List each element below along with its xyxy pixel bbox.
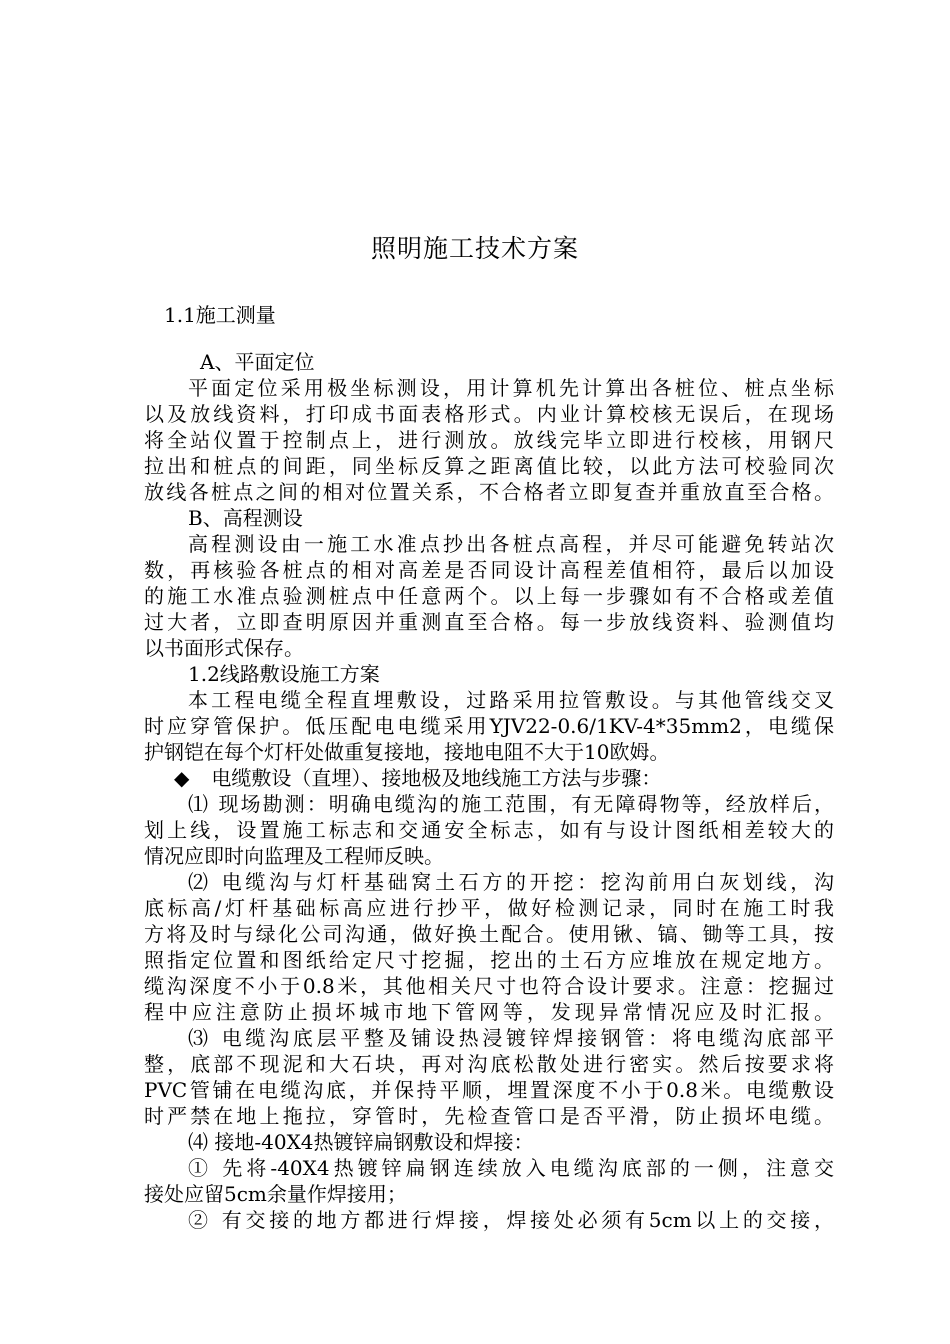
paragraph-line: 接处应留5cm余量作焊接用； [144, 1182, 407, 1206]
subsection-heading-a: A、平面定位 [200, 350, 315, 374]
paragraph-line: ① 先将-40X4热镀锌扁钢连续放入电缆沟底部的一侧，注意交 [188, 1156, 834, 1180]
paragraph-line: ⑷ 接地-40X4热镀锌扁钢敷设和焊接： [188, 1130, 534, 1154]
paragraph-line: 时严禁在地上拖拉，穿管时，先检查管口是否平滑，防止损坏电缆。 [144, 1104, 834, 1128]
section-heading-1-1: 1.1施工测量 [164, 303, 276, 327]
paragraph-line: 划上线，设置施工标志和交通安全标志，如有与设计图纸相差较大的 [144, 818, 834, 842]
paragraph-line: 情况应即时向监理及工程师反映。 [144, 844, 444, 868]
paragraph-line: 以书面形式保存。 [144, 636, 304, 660]
bullet-heading-text: 电缆敷设（直埋）、接地极及地线施工方法与步骤： [211, 766, 662, 790]
bullet-heading [144, 765, 834, 791]
paragraph-line: ② 有交接的地方都进行焊接，焊接处必须有5cm以上的交接， [188, 1208, 834, 1232]
paragraph-line: 整，底部不现泥和大石块，再对沟底松散处进行密实。然后按要求将 [144, 1052, 834, 1076]
paragraph-line: 高程测设由一施工水准点抄出各桩点高程，并尽可能避免转站次 [188, 532, 834, 556]
document-title: 照明施工技术方案 [370, 234, 579, 263]
paragraph-line: 缆沟深度不小于0.8米，其他相关尺寸也符合设计要求。注意：挖掘过 [144, 974, 834, 998]
paragraph-line: PVC管铺在电缆沟底，并保持平顺，埋置深度不小于0.8米。电缆敷设 [144, 1078, 834, 1102]
paragraph-line: 将全站仪置于控制点上，进行测放。放线完毕立即进行校核，用钢尺 [144, 428, 834, 452]
paragraph-line: 放线各桩点之间的相对位置关系，不合格者立即复查并重放直至合格。 [144, 480, 834, 504]
paragraph-line: 本工程电缆全程直埋敷设，过路采用拉管敷设。与其他管线交叉 [188, 688, 834, 712]
subsection-heading-b: B、高程测设 [188, 506, 303, 530]
paragraph-line: 以及放线资料，打印成书面表格形式。内业计算校核无误后，在现场 [144, 402, 834, 426]
paragraph-line: 护钢铠在每个灯杆处做重复接地，接地电阻不大于10欧姆。 [144, 740, 670, 764]
paragraph-line: 底标高/灯杆基础标高应进行抄平，做好检测记录，同时在施工时我 [144, 896, 834, 920]
paragraph-line: ⑵ 电缆沟与灯杆基础窝土石方的开挖：挖沟前用白灰划线，沟 [188, 870, 834, 894]
paragraph-line: ⑶ 电缆沟底层平整及铺设热浸镀锌焊接钢管：将电缆沟底部平 [188, 1026, 834, 1050]
paragraph-line: 平面定位采用极坐标测设，用计算机先计算出各桩位、桩点坐标 [188, 376, 834, 400]
diamond-bullet-icon: ◆ [174, 766, 190, 790]
paragraph-line: 照指定位置和图纸给定尺寸挖掘，挖出的土石方应堆放在规定地方。 [144, 948, 834, 972]
section-heading-1-2: 1.2线路敷设施工方案 [188, 662, 380, 686]
paragraph-line: 过大者，立即查明原因并重测直至合格。每一步放线资料、验测值均 [144, 610, 834, 634]
paragraph-line: 数，再核验各桩点的相对高差是否同设计高程差值相符，最后以加设 [144, 558, 834, 582]
paragraph-line: ⑴ 现场勘测：明确电缆沟的施工范围，有无障碍物等，经放样后， [188, 792, 834, 816]
paragraph-line: 时应穿管保护。低压配电电缆采用YJV22-0.6/1KV-4*35mm2，电缆保 [144, 714, 834, 738]
paragraph-line: 的施工水准点验测桩点中任意两个。以上每一步骤如有不合格或差值 [144, 584, 834, 608]
paragraph-line: 程中应注意防止损坏城市地下管网等，发现异常情况应及时汇报。 [144, 1000, 834, 1024]
paragraph-line: 拉出和桩点的间距，同坐标反算之距离值比较，以此方法可校验同次 [144, 454, 834, 478]
paragraph-line: 方将及时与绿化公司沟通，做好换土配合。使用锹、镐、锄等工具，按 [144, 922, 834, 946]
